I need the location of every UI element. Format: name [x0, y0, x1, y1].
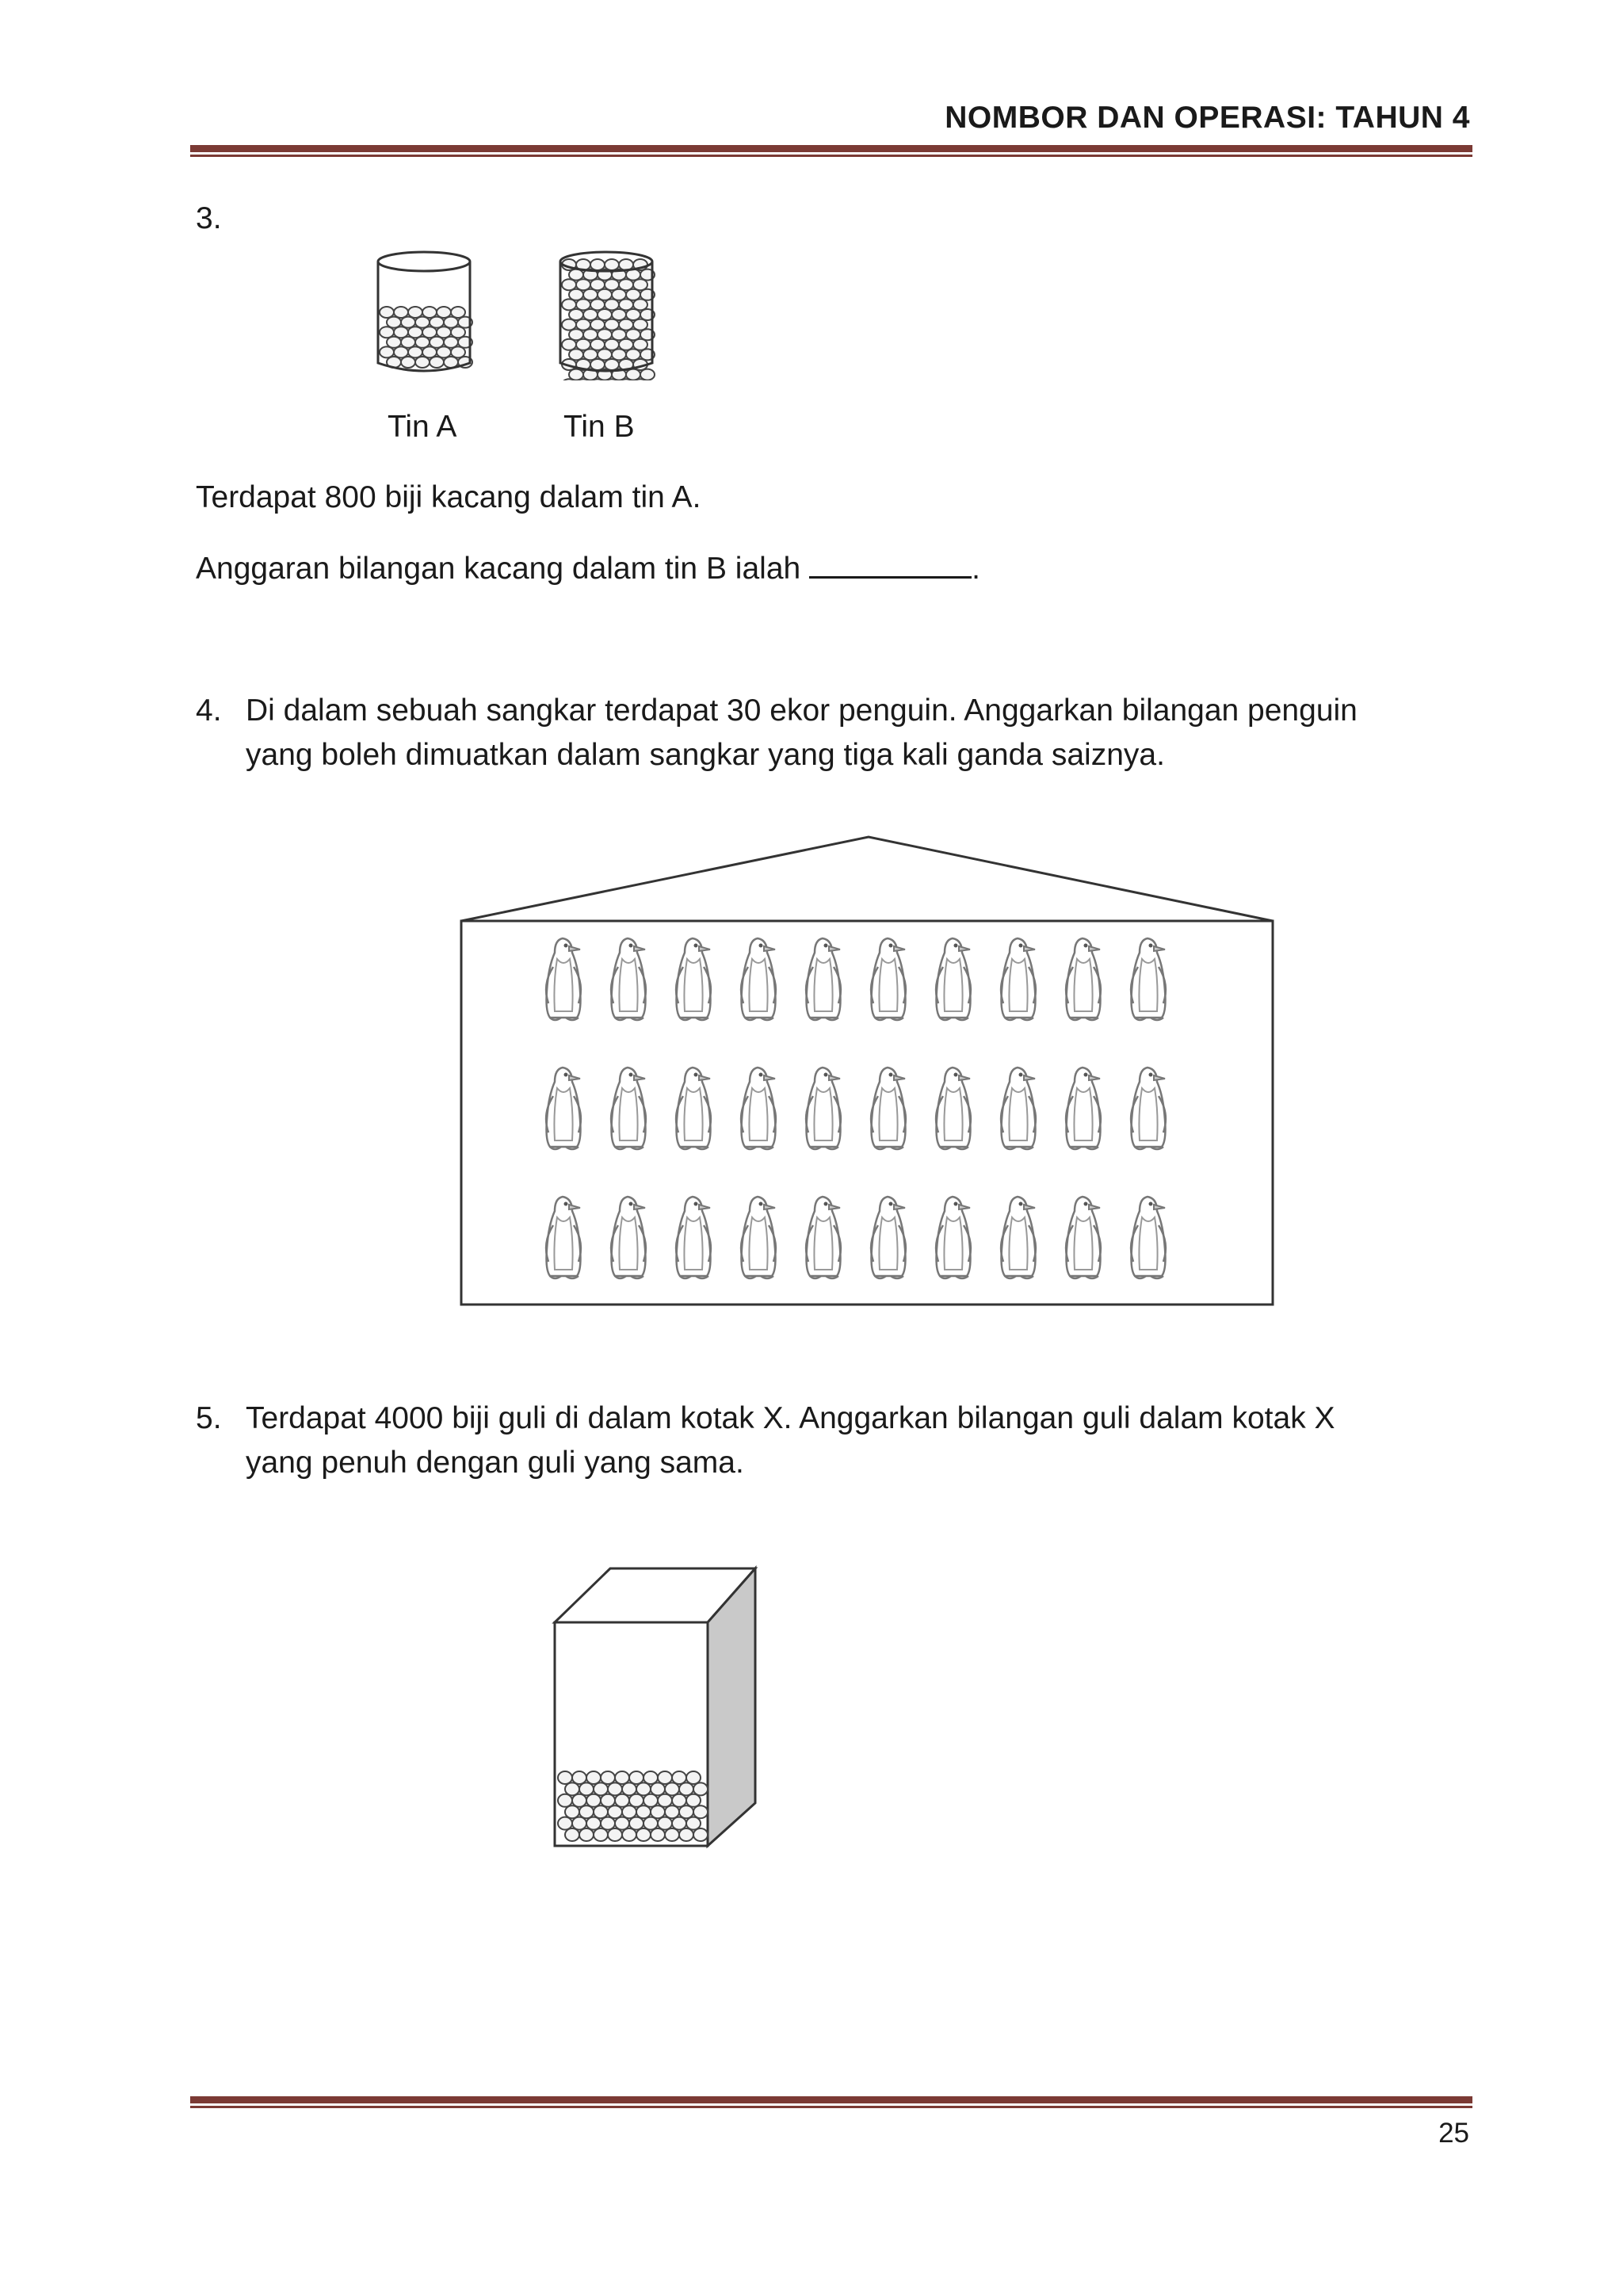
marble — [615, 1794, 629, 1807]
marble — [558, 1771, 572, 1784]
marble — [586, 1817, 601, 1830]
header-rule — [190, 145, 1472, 157]
marble — [629, 1771, 643, 1784]
marble — [679, 1782, 693, 1795]
marble — [679, 1805, 693, 1818]
peanut — [415, 357, 430, 368]
q4-line2: yang boleh dimuatkan dalam sangkar yang tiga kali ganda saiznya. — [246, 738, 1165, 772]
marble — [622, 1805, 636, 1818]
marble — [565, 1828, 579, 1841]
q4-number: 4. — [196, 693, 222, 728]
marble — [579, 1805, 594, 1818]
marble — [658, 1794, 672, 1807]
marble — [651, 1782, 665, 1795]
header-title: NOMBOR DAN OPERASI: TAHUN 4 — [945, 101, 1470, 135]
marble — [686, 1817, 701, 1830]
marble — [693, 1805, 708, 1818]
marble — [629, 1794, 643, 1807]
marble — [601, 1771, 615, 1784]
answer-blank — [809, 548, 972, 579]
marble — [651, 1805, 665, 1818]
marble — [643, 1794, 658, 1807]
peanut — [430, 357, 444, 368]
marble — [572, 1771, 586, 1784]
marble — [565, 1805, 579, 1818]
marble — [601, 1817, 615, 1830]
marble — [601, 1794, 615, 1807]
q3-line2-period: . — [972, 552, 980, 586]
marble — [586, 1771, 601, 1784]
marble — [615, 1817, 629, 1830]
marble — [665, 1782, 679, 1795]
marble — [665, 1805, 679, 1818]
q5-line2: yang penuh dengan guli yang sama. — [246, 1446, 744, 1480]
marble — [586, 1794, 601, 1807]
marble — [636, 1828, 651, 1841]
marble — [672, 1794, 686, 1807]
q4-line1: Di dalam sebuah sangkar terdapat 30 ekor penguin. Anggarkan bilangan penguin — [246, 693, 1358, 728]
q3-line2-text: Anggaran bilangan kacang dalam tin B ialah — [196, 552, 801, 586]
marble — [565, 1782, 579, 1795]
marble — [594, 1782, 608, 1795]
marble — [672, 1771, 686, 1784]
q3-line1: Terdapat 800 biji kacang dalam tin A. — [196, 480, 701, 514]
marble — [608, 1782, 622, 1795]
marble — [651, 1828, 665, 1841]
marble — [579, 1782, 594, 1795]
marble — [693, 1782, 708, 1795]
marble — [679, 1828, 693, 1841]
q3-number: 3. — [196, 201, 222, 235]
marble — [558, 1817, 572, 1830]
marble — [594, 1805, 608, 1818]
marble — [615, 1771, 629, 1784]
marble — [572, 1817, 586, 1830]
tin-b-label: Tin B — [563, 410, 635, 444]
marble — [622, 1782, 636, 1795]
marble — [672, 1817, 686, 1830]
marble — [686, 1794, 701, 1807]
tin-a-image — [372, 246, 475, 380]
marble — [629, 1817, 643, 1830]
marble — [665, 1828, 679, 1841]
marble — [686, 1771, 701, 1784]
q3-line2 — [196, 547, 980, 591]
q5-number: 5. — [196, 1401, 222, 1435]
marble — [558, 1794, 572, 1807]
marble — [643, 1771, 658, 1784]
marble — [636, 1805, 651, 1818]
marble — [658, 1817, 672, 1830]
tin-b-image — [555, 246, 658, 380]
tin-a-label: Tin A — [388, 410, 457, 444]
marble — [572, 1794, 586, 1807]
marble — [636, 1782, 651, 1795]
marble — [658, 1771, 672, 1784]
marble — [693, 1828, 708, 1841]
penguin-cage — [460, 834, 1276, 1309]
peanut — [401, 357, 415, 368]
q5-line1: Terdapat 4000 biji guli di dalam kotak X. Anggarkan bilangan guli dalam kotak X — [246, 1401, 1335, 1435]
marble — [579, 1828, 594, 1841]
page-number: 25 — [1438, 2118, 1469, 2149]
marble — [608, 1828, 622, 1841]
marble — [594, 1828, 608, 1841]
marble — [608, 1805, 622, 1818]
marble — [622, 1828, 636, 1841]
marble — [643, 1817, 658, 1830]
footer-rule — [190, 2096, 1472, 2108]
box-x-image — [551, 1565, 765, 1855]
